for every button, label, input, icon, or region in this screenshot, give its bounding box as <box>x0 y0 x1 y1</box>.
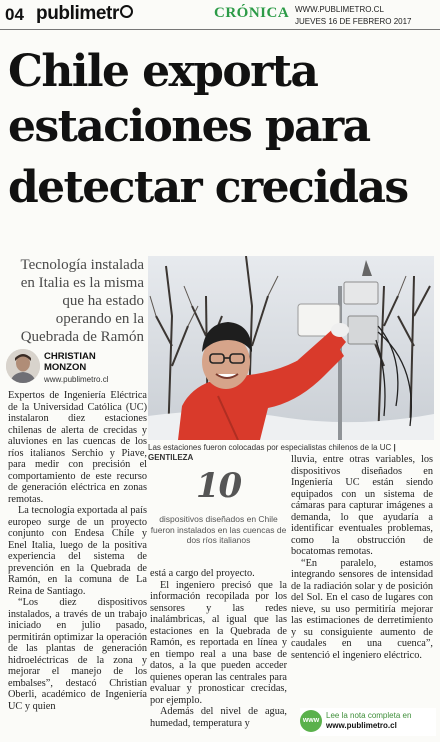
photo-credit: | GENTILEZA <box>148 443 396 462</box>
paragraph: “Los diez dispositivos instalados, a través de un trabajo iniciado en julio pasado, permitirán optimizar la operación de las plantas de generación hidroeléctricas de la zona y mejorar el manejo de los embalses”, destacó Christian Oberli, académico de Ingeniería UC y quien <box>8 597 147 712</box>
author-name: CHRISTIAN MONZON <box>44 351 96 373</box>
paragraph: está a cargo del proyecto. <box>150 568 255 579</box>
paragraph: La tecnología exportada al país europeo surge de un proyecto conjunto con Endesa Chile y Enel Italia, luego de la positiva experiencia del sistema de prevención en la Quebrada de Ramón, en la comuna de La Reina de Santiago. <box>8 505 147 597</box>
promo-box[interactable] <box>300 708 436 736</box>
article-deck: Tecnología instalada en Italia es la misma que ha estado operando en la Quebrada de Ramón <box>20 257 144 345</box>
headline-line-3: detectar crecidas <box>8 162 408 213</box>
author-website: www.publimetro.cl <box>44 375 109 384</box>
headline-line-1: Chile exporta <box>8 46 318 97</box>
www-globe-icon: www <box>300 710 322 732</box>
stat-number: 10 <box>195 466 242 506</box>
section-label: CRÓNICA <box>214 5 290 21</box>
author-avatar <box>6 349 40 383</box>
brand-o-globe-icon <box>120 5 133 18</box>
paragraph: “En paralelo, estamos integrando sensores de intensidad de la radiación solar y de posición del Sol. En el caso de lugares con nieve, su uso permitiría mejorar las estimaciones de derretimiento y su consiguiente aumento de caudales en una cuenca”, sentenció el ingeniero eléctrico. <box>291 557 433 661</box>
article-column-1 <box>8 390 147 712</box>
header-website: WWW.PUBLIMETRO.CL <box>295 5 384 14</box>
paragraph: El ingeniero precisó que la información recopilada por los sensores y las redes inalámbricas, al igual que las estaciones en la Quebrada de Ramón, es reportada en línea y en tiempo real a una base de datos, a la que pueden acceder quienes operan las centrales para evaluar y pronosticar crecidas, por ejemplo. <box>150 579 287 706</box>
stat-description: dispositivos diseñados en Chile fueron instalados en las cuencas de dos ríos italianos <box>150 514 287 545</box>
page-number: 04 <box>5 5 24 24</box>
page-header <box>0 0 440 30</box>
article-column-2 <box>150 568 287 729</box>
article-column-3 <box>291 454 433 661</box>
headline-line-2: estaciones para <box>8 101 370 152</box>
paragraph: Expertos de Ingeniería Eléctrica de la Universidad Católica (UC) instalaron diez estaciones chilenas de alerta de crecidas y aluviones en las cuencas de los ríos italianos Serchio y Piave, para medir con precisión el comportamiento de este recurso de generación eléctrica en zonas remotas. <box>8 390 147 505</box>
paragraph: Además del nivel de agua, humedad, temperatura y <box>150 706 287 729</box>
header-date: JUEVES 16 DE FEBRERO 2017 <box>295 17 412 26</box>
article-photo <box>148 256 434 440</box>
photo-caption: Las estaciones fueron colocadas por especialistas chilenos de la UC | GENTILEZA <box>148 443 396 462</box>
brand-logo <box>36 3 133 25</box>
brand-wordmark: publimetr <box>36 3 119 24</box>
promo-link[interactable]: www.publimetro.cl <box>326 721 397 730</box>
promo-text: Lee la nota completa en www.publimetro.cl <box>326 711 412 730</box>
paragraph: lluvia, entre otras variables, los dispositivos diseñados en Ingeniería UC están siendo equipados con un sistema de cámaras para capturar imágenes a demanda, lo que ayudaría a identificar eventuales problemas, como la obstrucción de bocatomas remotas. <box>291 454 433 557</box>
